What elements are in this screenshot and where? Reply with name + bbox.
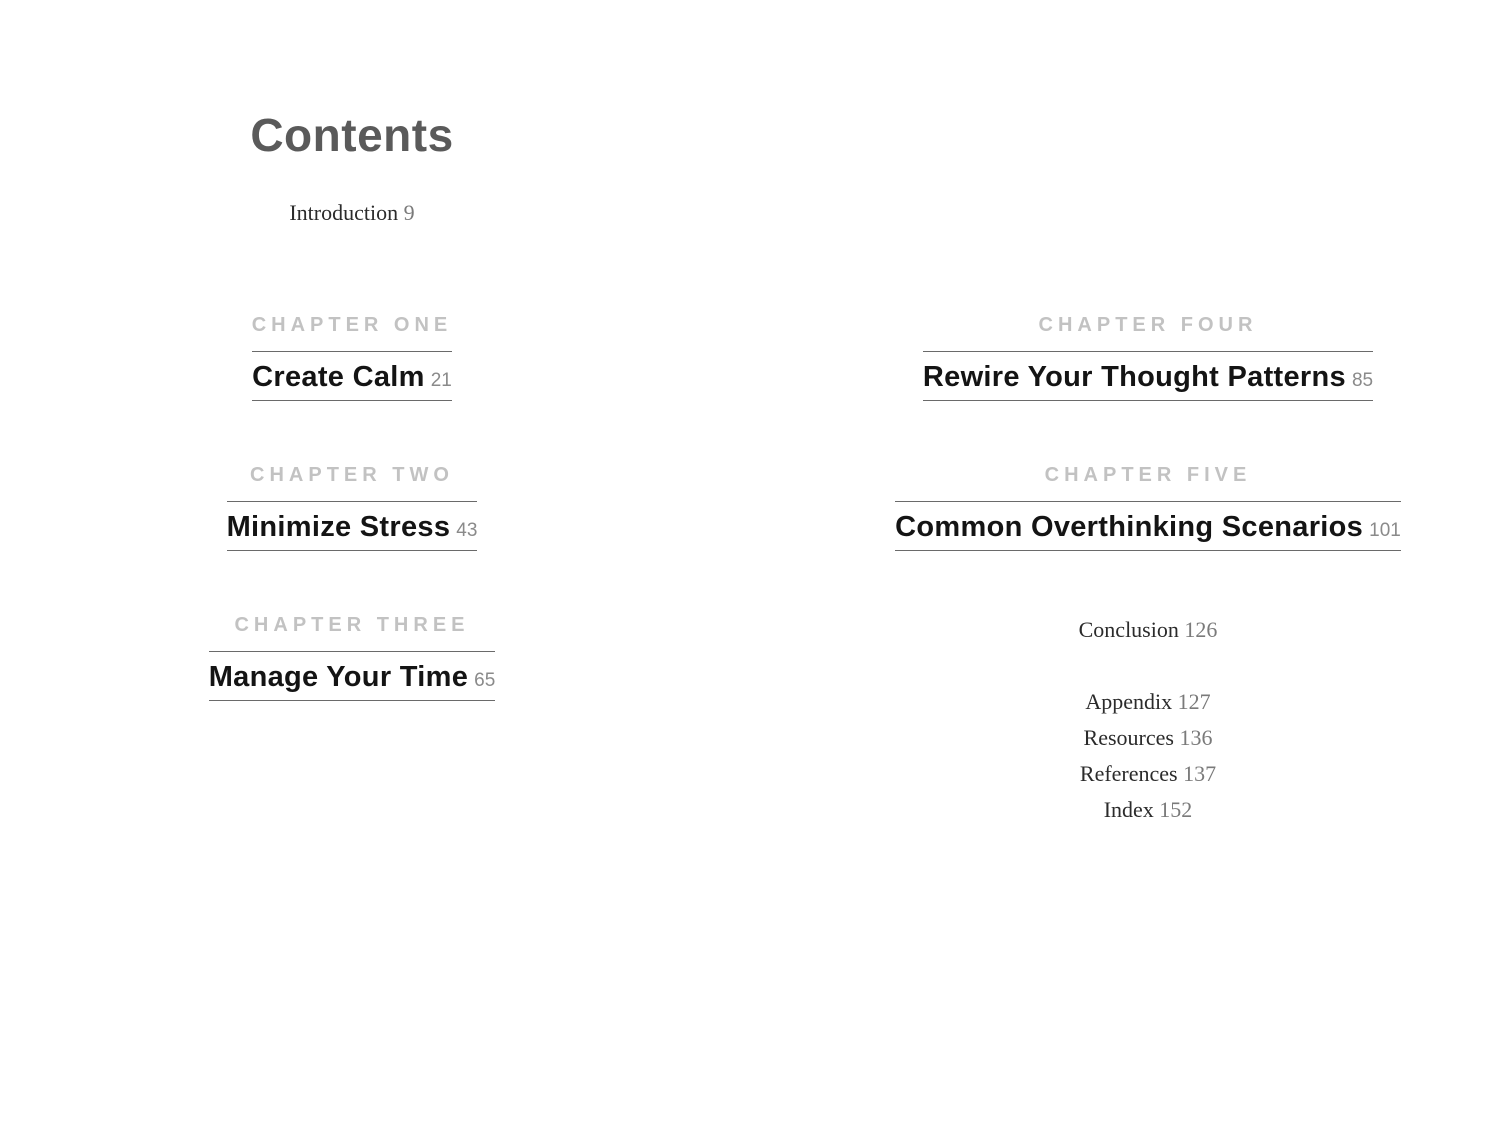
toc-entry-page: 9 bbox=[403, 200, 415, 225]
chapter-four[interactable] bbox=[796, 311, 1500, 401]
page-title: Contents bbox=[250, 109, 454, 161]
toc-entry-resources[interactable] bbox=[796, 725, 1500, 751]
toc-entry-conclusion[interactable] bbox=[796, 617, 1500, 643]
toc-entry-page: 127 bbox=[1177, 689, 1211, 714]
toc-entry-appendix[interactable] bbox=[796, 689, 1500, 715]
chapter-title: Manage Your Time bbox=[208, 661, 469, 693]
chapter-title-box bbox=[252, 351, 452, 401]
chapter-two[interactable] bbox=[0, 461, 704, 551]
chapter-label: CHAPTER ONE bbox=[251, 314, 453, 336]
chapter-three[interactable] bbox=[0, 611, 704, 701]
chapter-label: CHAPTER THREE bbox=[234, 614, 470, 636]
toc-entry-references[interactable] bbox=[796, 761, 1500, 787]
toc-entry-introduction[interactable] bbox=[0, 200, 704, 226]
chapter-one[interactable] bbox=[0, 311, 704, 401]
chapter-title-box bbox=[227, 501, 478, 551]
toc-entry-page: 152 bbox=[1159, 797, 1193, 822]
chapter-label: CHAPTER FOUR bbox=[1038, 314, 1258, 336]
chapter-title: Minimize Stress bbox=[226, 511, 451, 543]
chapter-page: 65 bbox=[474, 670, 496, 691]
chapter-title-box bbox=[895, 501, 1401, 551]
toc-entry-page: 126 bbox=[1184, 617, 1218, 642]
chapter-title: Create Calm bbox=[252, 361, 425, 393]
chapter-page: 21 bbox=[430, 370, 452, 391]
chapter-page: 85 bbox=[1351, 370, 1374, 391]
chapter-label: CHAPTER FIVE bbox=[1044, 464, 1252, 486]
chapter-title-box bbox=[923, 351, 1373, 401]
chapter-title: Rewire Your Thought Patterns bbox=[922, 361, 1346, 393]
chapter-title: Common Overthinking Scenarios bbox=[895, 511, 1364, 543]
toc-entry-label: Conclusion bbox=[1078, 617, 1179, 642]
chapter-five[interactable] bbox=[796, 461, 1500, 551]
toc-entry-page: 136 bbox=[1179, 725, 1213, 750]
toc-entry-label: Appendix bbox=[1085, 689, 1173, 714]
toc-entry-page: 137 bbox=[1183, 761, 1217, 786]
toc-entry-label: Resources bbox=[1083, 725, 1174, 750]
toc-entry-label: References bbox=[1079, 761, 1178, 786]
toc-entry-index[interactable] bbox=[796, 797, 1500, 823]
chapter-title-box bbox=[209, 651, 496, 701]
chapter-page: 101 bbox=[1369, 520, 1401, 541]
chapter-page: 43 bbox=[456, 520, 478, 541]
toc-entry-label: Introduction bbox=[289, 200, 399, 225]
toc-entry-label: Index bbox=[1103, 797, 1154, 822]
chapter-label: CHAPTER TWO bbox=[250, 464, 454, 486]
